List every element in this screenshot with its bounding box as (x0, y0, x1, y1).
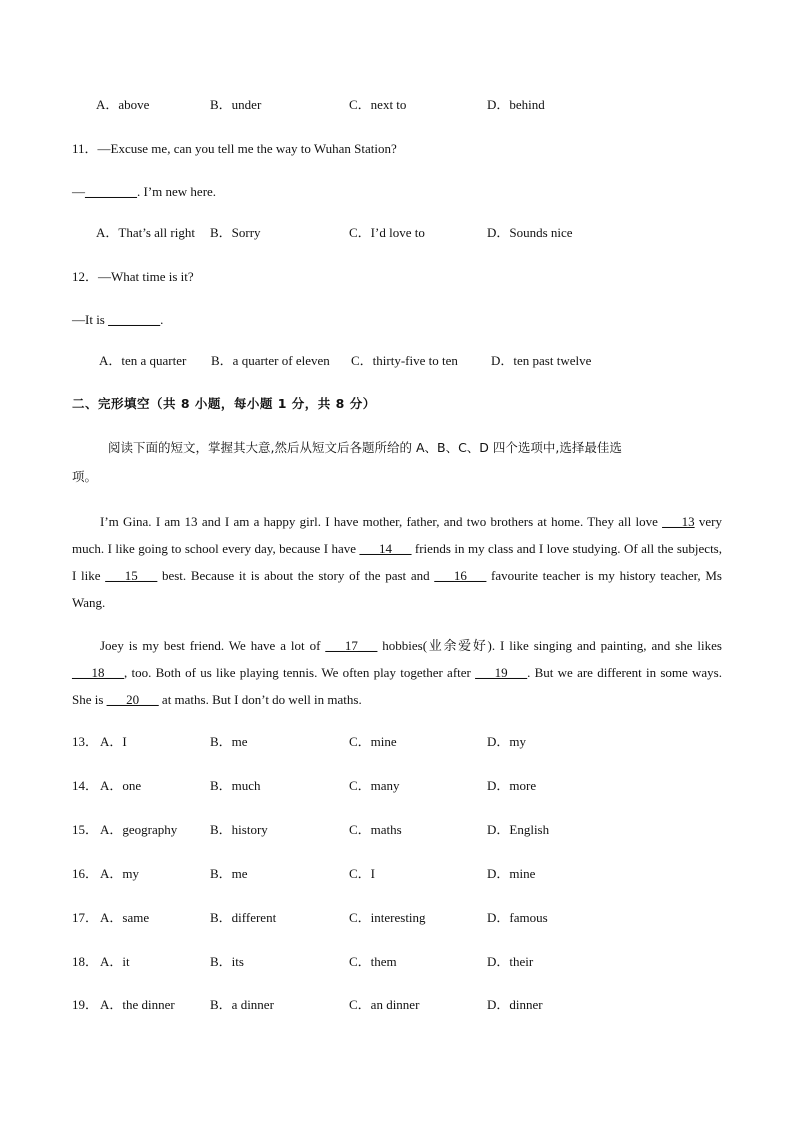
passage-text: favourite teacher is my history teacher, Ms Wang. (72, 568, 722, 610)
reply-end: . (160, 312, 164, 327)
passage-text: Joey is my best friend. We have a lot of (100, 638, 326, 653)
question-12-reply (72, 311, 163, 329)
option-a: A．ten a quarter (99, 353, 187, 368)
passage-paragraph-2 (72, 632, 722, 713)
question-number: 13． (72, 734, 99, 749)
option-a: A．it (100, 954, 130, 969)
option-b: B．different (210, 910, 277, 925)
question-11-reply (72, 183, 216, 201)
option-d: D．ten past twelve (491, 353, 592, 368)
option-c: C．next to (349, 97, 407, 112)
option-a: A．above (96, 97, 150, 112)
option-b: B．much (210, 778, 261, 793)
option-c: C．interesting (349, 910, 426, 925)
option-c: C．thirty-five to ten (351, 353, 458, 368)
option-d: D．behind (487, 97, 545, 112)
question-number: 17． (72, 910, 99, 925)
passage-text: I’m Gina. I am 13 and I am a happy girl. I have mother, father, and two brothers at home. They all love (100, 514, 663, 529)
option-a: A．the dinner (100, 997, 175, 1012)
question-number: 15． (72, 822, 99, 837)
option-d: D．Sounds nice (487, 225, 573, 240)
option-b: B．history (210, 822, 268, 837)
option-d: D．mine (487, 866, 536, 881)
option-a: A．same (100, 910, 150, 925)
reply-dash: — (72, 184, 85, 199)
section-heading: 二、完形填空（共 8 小题，每小题 1 分，共 8 分） (72, 396, 376, 411)
option-b: B．me (210, 734, 248, 749)
option-b: B．me (210, 866, 248, 881)
option-c: C．I (349, 866, 376, 881)
question-number: 19． (72, 997, 99, 1012)
option-b: B．a quarter of eleven (211, 353, 330, 368)
passage-text: at maths. But I don’t do well in maths. (158, 692, 362, 707)
reply-text: . I’m new here. (137, 184, 217, 199)
option-c: C．an dinner (349, 997, 420, 1012)
option-b: B．under (210, 97, 262, 112)
blank-16: ___16___ (434, 568, 487, 583)
option-b: B．its (210, 954, 244, 969)
blank-19: ___19___ (475, 665, 528, 680)
answer-blank: ________ (108, 312, 161, 327)
question-number: 14． (72, 778, 99, 793)
passage-text: friends in my class and I love studying. Of all the subjects, I like (72, 541, 722, 583)
question-number: 16． (72, 866, 99, 881)
passage-text: , too. Both of us like playing tennis. We often play together after (124, 665, 476, 680)
option-c: C．many (349, 778, 400, 793)
option-a: A．geography (100, 822, 178, 837)
blank-17: ___17___ (325, 638, 378, 653)
passage-paragraph-1 (72, 508, 722, 616)
reply-text: —It is (72, 312, 109, 327)
option-a: A．one (100, 778, 142, 793)
option-a: A．I (100, 734, 127, 749)
option-d: D．famous (487, 910, 548, 925)
instruction-line-1: 阅读下面的短文，掌握其大意,然后从短文后各题所给的 A、B、C、D 四个选项中,选择最佳选 (108, 440, 622, 455)
question-number: 18． (72, 954, 99, 969)
option-d: D．more (487, 778, 537, 793)
option-c: C．maths (349, 822, 402, 837)
option-a: A．That’s all right (96, 225, 195, 240)
option-d: D．English (487, 822, 550, 837)
option-c: C．them (349, 954, 397, 969)
option-c: C．I’d love to (349, 225, 425, 240)
option-b: B．a dinner (210, 997, 274, 1012)
passage-text: . But we are different in some ways. She is (72, 665, 722, 707)
blank-15: ___15___ (105, 568, 158, 583)
blank-20: ___20___ (106, 692, 159, 707)
instruction-line-2: 项。 (72, 469, 98, 484)
option-b: B．Sorry (210, 225, 261, 240)
option-d: D．their (487, 954, 534, 969)
blank-18: ___18___ (72, 665, 124, 680)
question-12-stem: 12．—What time is it? (72, 269, 194, 284)
blank-14: ___14___ (359, 541, 412, 556)
option-c: C．mine (349, 734, 397, 749)
passage-text: best. Because it is about the story of the past and (157, 568, 435, 583)
question-11-stem: 11．—Excuse me, can you tell me the way to Wuhan Station? (72, 141, 397, 156)
blank-13: ___13 (662, 514, 695, 529)
passage-text: very much. I like going to school every day, because I have (72, 514, 722, 556)
answer-blank: ________ (85, 184, 137, 199)
passage-text: hobbies(业余爱好). I like singing and painting, and she likes (377, 638, 722, 653)
option-d: D．dinner (487, 997, 543, 1012)
option-d: D．my (487, 734, 527, 749)
option-a: A．my (100, 866, 140, 881)
